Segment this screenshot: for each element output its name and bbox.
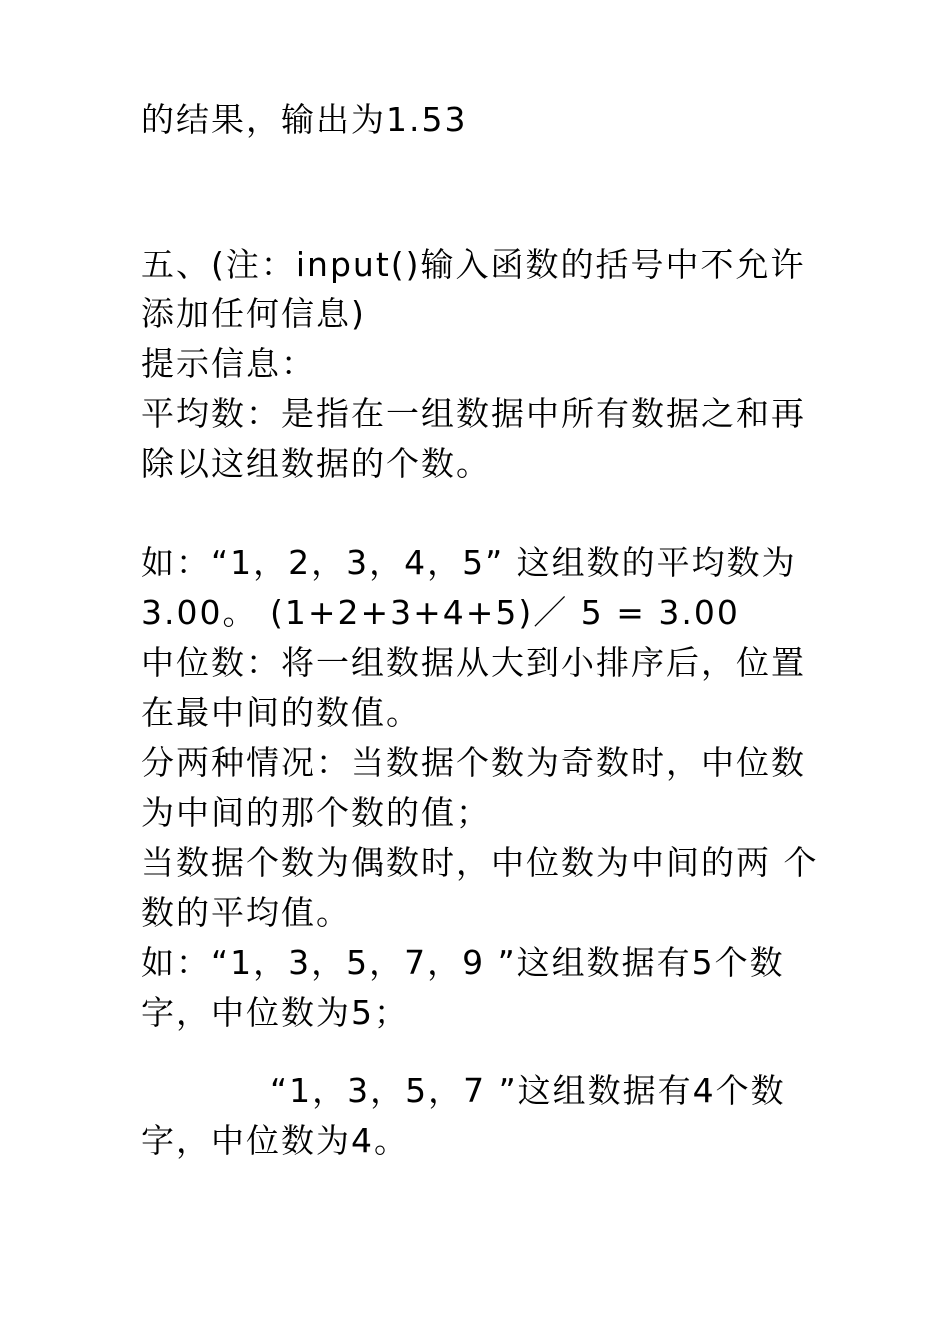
median-even-example-line-1: “1，3，5，7 ”这组数据有4个数 [270,1071,786,1110]
median-even-case-line-1: 当数据个数为偶数时，中位数为中间的两 个 [141,843,819,882]
section-five-heading-continued: 添加任何信息) [141,294,366,333]
mean-definition-line-1: 平均数：是指在一组数据中所有数据之和再 [141,394,806,433]
section-five-heading: 五、(注：input()输入函数的括号中不允许 [141,245,806,284]
median-even-case-line-2: 数的平均值。 [141,893,351,932]
mean-definition-line-2: 除以这组数据的个数。 [141,444,491,483]
mean-example-line-1: 如：“1，2，3，4，5” 这组数的平均数为 [141,543,797,582]
median-cases-line-1: 分两种情况：当数据个数为奇数时，中位数 [141,743,806,782]
result-text-line: 的结果，输出为1.53 [141,100,468,139]
median-definition-line-2: 在最中间的数值。 [141,693,421,732]
mean-example-line-2: 3.00。 (1+2+3+4+5)／ 5 = 3.00 [141,593,740,632]
median-cases-line-2: 为中间的那个数的值； [141,793,491,832]
median-definition-line-1: 中位数：将一组数据从大到小排序后，位置 [141,643,806,682]
median-even-example-line-2: 字，中位数为4。 [141,1121,409,1160]
hint-label: 提示信息： [141,344,316,383]
median-odd-example-line-2: 字，中位数为5； [141,993,409,1032]
median-odd-example-line-1: 如：“1，3，5，7，9 ”这组数据有5个数 [141,943,785,982]
